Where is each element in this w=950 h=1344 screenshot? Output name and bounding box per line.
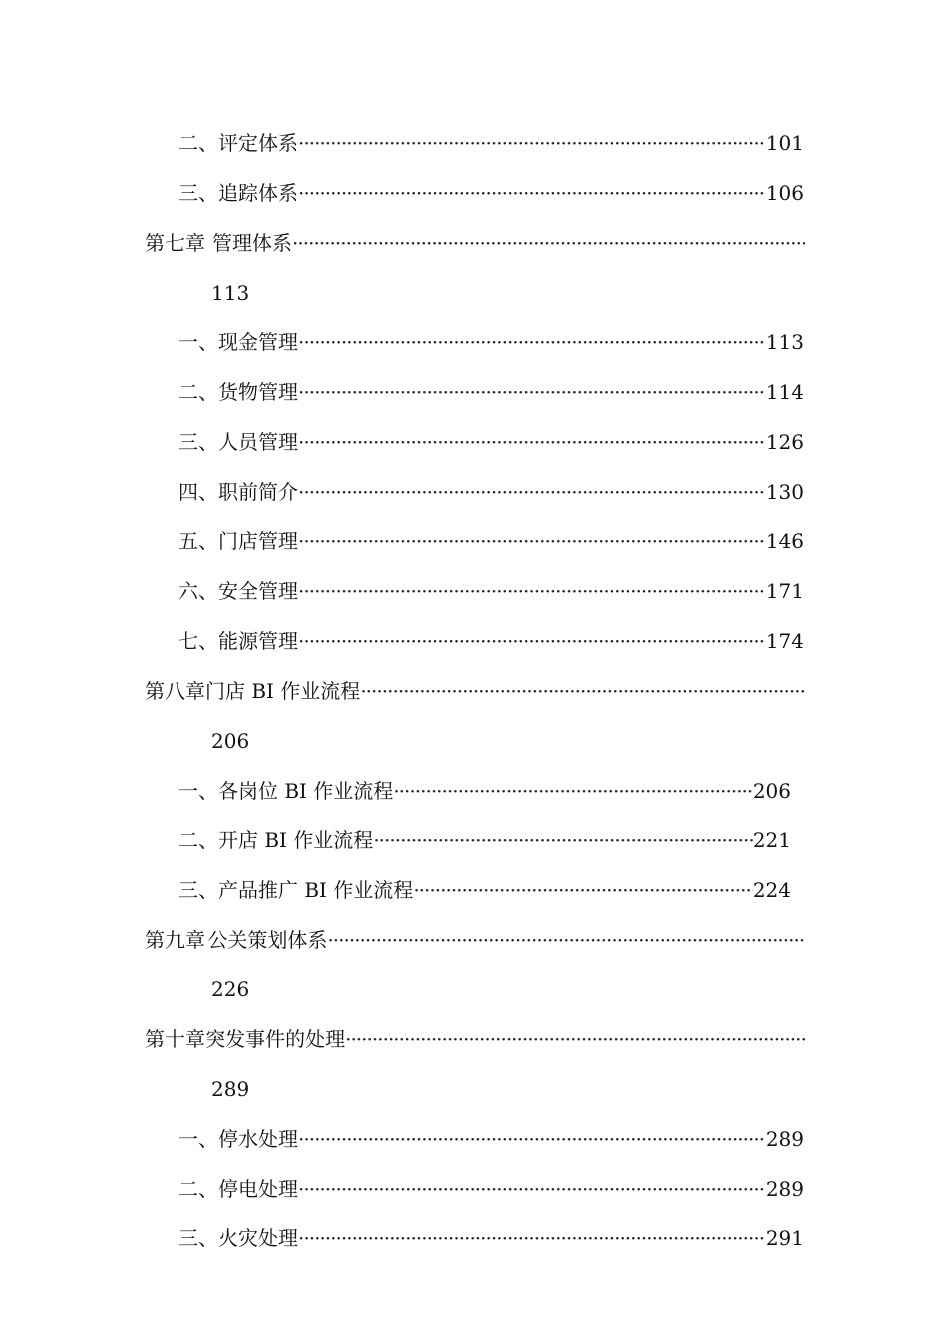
chapter-title: 公关策划体系 — [207, 928, 328, 952]
entry-title: 现金管理 — [218, 330, 298, 354]
dot-leader — [298, 178, 766, 208]
entry-number: 二、 — [178, 828, 218, 852]
dot-leader — [298, 1124, 766, 1154]
dot-leader — [413, 875, 753, 905]
dot-leader — [298, 626, 766, 656]
entry-page: 114 — [765, 380, 804, 404]
entry-title: 职前简介 — [218, 480, 298, 504]
entry-number: 一、 — [178, 330, 218, 354]
entry-title: 产品推广 BI 作业流程 — [218, 878, 414, 902]
toc-chapter[interactable] — [145, 1024, 805, 1054]
entry-title: 停水处理 — [218, 1127, 298, 1151]
chapter-page: 206 — [211, 729, 250, 753]
entry-page: 106 — [765, 181, 804, 205]
entry-title: 人员管理 — [218, 430, 298, 454]
entry-number: 七、 — [178, 629, 218, 653]
entry-title: 货物管理 — [218, 380, 298, 404]
toc-chapter[interactable] — [145, 228, 805, 258]
entry-number: 三、 — [178, 878, 218, 902]
chapter-title: 门店 BI 作业流程 — [205, 679, 361, 703]
dot-leader — [373, 825, 753, 855]
dot-leader — [292, 228, 805, 258]
entry-number: 三、 — [178, 181, 218, 205]
toc-entry[interactable] — [178, 477, 804, 507]
entry-page: 221 — [752, 828, 791, 852]
toc-entry[interactable] — [178, 178, 804, 208]
toc-entry[interactable] — [178, 825, 791, 855]
entry-number: 三、 — [178, 430, 218, 454]
toc-entry[interactable] — [178, 327, 804, 357]
toc-entry[interactable] — [178, 1174, 804, 1204]
chapter-page: 113 — [211, 281, 250, 305]
entry-number: 四、 — [178, 480, 218, 504]
entry-number: 二、 — [178, 1177, 218, 1201]
entry-page: 126 — [765, 430, 804, 454]
entry-page: 174 — [765, 629, 804, 653]
entry-page: 113 — [765, 330, 804, 354]
dot-leader — [298, 477, 766, 507]
chapter-page: 226 — [211, 977, 250, 1001]
toc-entry[interactable] — [178, 875, 791, 905]
dot-leader — [298, 526, 766, 556]
toc-entry[interactable] — [178, 377, 804, 407]
toc-chapter[interactable] — [145, 676, 805, 706]
dot-leader — [327, 925, 805, 955]
dot-leader — [360, 676, 805, 706]
toc-entry[interactable] — [178, 576, 804, 606]
chapter-number: 第十章 — [145, 1027, 205, 1051]
entry-title: 各岗位 BI 作业流程 — [218, 779, 394, 803]
entry-page: 101 — [765, 131, 804, 155]
entry-page: 171 — [765, 579, 804, 603]
entry-number: 一、 — [178, 779, 218, 803]
dot-leader — [298, 128, 766, 158]
toc-entry[interactable] — [178, 427, 804, 457]
entry-title: 评定体系 — [218, 131, 298, 155]
chapter-title: 管理体系 — [212, 231, 293, 255]
entry-number: 六、 — [178, 579, 218, 603]
chapter-number: 第九章 — [145, 928, 205, 952]
entry-page: 130 — [765, 480, 804, 504]
entry-page: 289 — [765, 1177, 804, 1201]
entry-title: 开店 BI 作业流程 — [218, 828, 374, 852]
toc-entry[interactable] — [178, 626, 804, 656]
toc-entry[interactable] — [178, 1223, 804, 1253]
entry-number: 三、 — [178, 1226, 218, 1250]
dot-leader — [298, 327, 766, 357]
entry-title: 能源管理 — [218, 629, 298, 653]
entry-title: 追踪体系 — [218, 181, 298, 205]
chapter-number: 第七章 — [145, 231, 205, 255]
entry-number: 五、 — [178, 529, 218, 553]
chapter-page: 289 — [211, 1077, 250, 1101]
entry-number: 一、 — [178, 1127, 218, 1151]
entry-title: 停电处理 — [218, 1177, 298, 1201]
entry-page: 146 — [765, 529, 804, 553]
entry-title: 安全管理 — [218, 579, 298, 603]
toc-entry[interactable] — [178, 1124, 804, 1154]
entry-number: 二、 — [178, 131, 218, 155]
chapter-number: 第八章 — [145, 679, 205, 703]
entry-page: 224 — [752, 878, 791, 902]
dot-leader — [393, 776, 753, 806]
chapter-title: 突发事件的处理 — [205, 1027, 346, 1051]
entry-title: 门店管理 — [218, 529, 298, 553]
entry-number: 二、 — [178, 380, 218, 404]
entry-page: 206 — [752, 779, 791, 803]
toc-entry[interactable] — [178, 128, 804, 158]
toc-chapter[interactable] — [145, 925, 805, 955]
entry-title: 火灾处理 — [218, 1226, 298, 1250]
dot-leader — [298, 1174, 766, 1204]
toc-entry[interactable] — [178, 526, 804, 556]
dot-leader — [298, 377, 766, 407]
dot-leader — [345, 1024, 805, 1054]
dot-leader — [298, 576, 766, 606]
entry-page: 289 — [765, 1127, 804, 1151]
entry-page: 291 — [765, 1226, 804, 1250]
dot-leader — [298, 427, 766, 457]
toc-entry[interactable] — [178, 776, 791, 806]
dot-leader — [298, 1223, 766, 1253]
